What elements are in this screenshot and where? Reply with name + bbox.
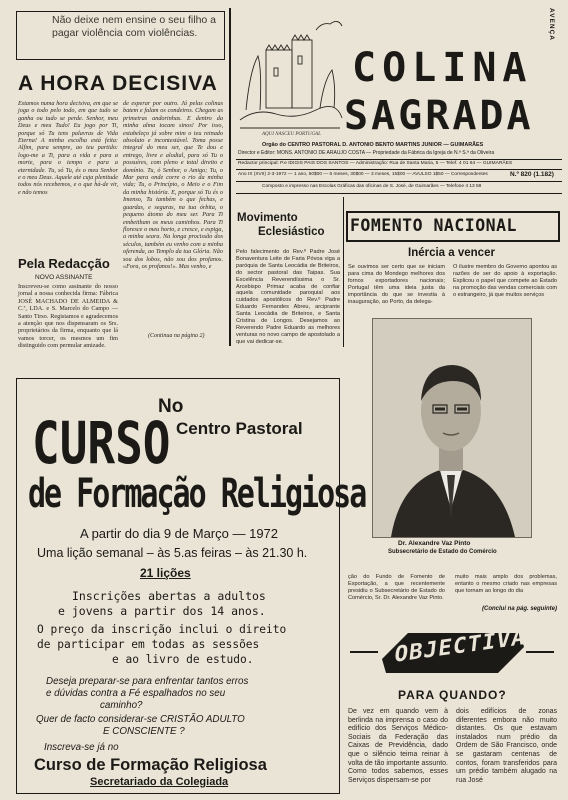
masthead-title-1: COLINA — [352, 45, 533, 91]
curso-preco-1: O preço da inscrição inclui o direito — [37, 623, 287, 636]
movimento-text: Pelo falecimento do Rev.º Padre José Bonaventura Leite de Faria Póvoa viga a paróquia de Santa Leocádia de Briteiros, do sector pastoral das Taipas. Sua Excelência Reverendíssima o Sr. Arcebispo Primaz acaba de confiar aquela comunidade paroquial aos cuidados apostólicos do Rev.º Padre Eduardo Fernandes Abreu, arciprante Santa Leocádia de Briteiros, e Santa Cristina de Longos. Desejamos ao Reverendo Padre Eduardo as melhores venturas no novo campo de apostolado a que vai dedicar-se. — [236, 249, 340, 345]
masthead-rule-1 — [236, 159, 562, 160]
movimento-right-rule — [343, 197, 344, 347]
issue-number: N.º 820 (1.182) — [510, 171, 554, 178]
curso-deseja-3: caminho? — [100, 700, 143, 711]
admin-line: Redactor principal: P.e IDIGIS PAIS DOS SANTOS — Administração: Rua de Santa Maria, 5 — Telef. 4 01 64 — GUIMARÃES — [238, 161, 513, 166]
curso-weekly: Uma lição semanal – às 5.as feiras – às 21.30 h. — [37, 546, 308, 560]
curso-quer-2: E CONSCIENTE ? — [103, 726, 185, 737]
redaccao-subtitle: NOVO ASSINANTE — [35, 274, 93, 281]
curso-inscricoes-2: e jovens a partir dos 14 anos. — [58, 604, 266, 618]
fomento-col2: O ilustre membro do Governo apontou as razões de ser do apoio à exportação. Explicou o papel que compete ao Estado na promoção das vendas comerciais com o estrangeiro, já que muitos serviços — [453, 264, 557, 298]
director-line: Director e Editor: MONS. ANTONIO DE ARAUJO COSTA — Propriedade da Fábrica da Igreja de N.ª S.ª da Oliveira — [238, 150, 495, 156]
fomento-continue: (Conclui na pág. seguinte) — [482, 606, 558, 612]
curso-preco-3: e ao livro de estudo. — [112, 653, 254, 666]
fomento-subtitle: Inércia a vencer — [408, 247, 495, 259]
curso-inscricoes-1: Inscrições abertas a adultos — [72, 589, 266, 603]
curso-inscreva: Inscreva-se já no — [44, 742, 119, 753]
masthead-rule-3 — [236, 181, 562, 182]
photo-caption-name: Dr. Alexandre Vaz Pinto — [398, 540, 471, 547]
masthead-left-rule — [229, 8, 231, 346]
side-text: AVENÇA — [548, 8, 555, 41]
curso-secretariado: Secretariado da Colegiada — [90, 776, 229, 788]
curso-deseja-2: e dúvidas contra a Fé espalhados no seu — [46, 688, 226, 699]
hora-continue: (Continua na página 2) — [148, 333, 205, 339]
redaccao-text: Inscreveu-se como assinante do nosso jornal a nossa conhecida firma: Fábrica JOSÉ MACHADO DE ALMEIDA & C.ª, LDA. e S. Marcelo do Campo — Santo Tirso. Registamos e agradecemos a atenção que nos dispensaram os Srs. proprietários da firma, enquanto que lá vamos torcer, os mesmos um fim distinguido com permular amizade. — [18, 283, 118, 350]
curso-bottom-title: Curso de Formação Religiosa — [34, 756, 267, 774]
hora-title: A HORA DECISIVA — [18, 72, 218, 95]
curso-word: CURSO — [32, 409, 171, 477]
movimento-title-1: Movimento — [237, 212, 298, 224]
printer-line: Composto e impresso nas Escolas Gráficas das oficinas de S. José, de Guimarães — Telefone 4 13 58 — [262, 184, 482, 189]
fomento-col4: muito mais amplo dos problemas, entanto o mesmo criado nas empresas que tornam ao longo do dia — [455, 574, 557, 594]
objectiva-col1: De vez em quando vem à berlinda na imprensa o caso do edifício dos Serviços Médico-Sociais da Federação das Caixas de Previdência, dado que o silêncio teima reinar à volta de tão importante assunto. Como todos sabemos, esses Serviços dispersam-se por — [348, 708, 448, 784]
curso-date: A partir do dia 9 de Março — 1972 — [80, 526, 279, 541]
curso-quer-1: Quer de facto considerar-se CRISTÃO ADULTO — [36, 714, 245, 725]
curso-preco-2: de participar em todas as sessões — [37, 638, 260, 651]
hora-col1: Estamos numa hora decisiva, em que se joga o todo pelo todo, em que tudo se ganha ou tudo se perde. Senhor, meu Deus e meu Tudo! Eu jogo por Ti, porque só Tu tens palavras de Vida Eterna! A minha escolha está feita: Alfim, para sempre, ao teu partido: logo-me a Ti, para a vida e para a morte, para o tempo e para a eternidade. Tu, só Tu, és o meu Senhor e o meu Deus. Aquele até cuja plenitude todos nós recebemos, e o que há-de vir, e não temos — [18, 100, 118, 196]
masthead-drawing — [236, 10, 344, 132]
redaccao-title: Pela Redacção — [18, 256, 110, 271]
top-notice: Não deixe nem ensine o seu filho a pagar violência com violências. — [52, 14, 217, 39]
portrait-photo — [372, 318, 532, 538]
fomento-col3: ção do Fundo de Fomento de Exportação, a que recentemente presidiu o Subsecretário de Estado do Comércio, Sr. Dr. Alexandre Vaz Pinto. — [348, 574, 445, 601]
organ-line: Orgão do CENTRO PASTORAL D. ANTONIO BENTO MARTINS JUNIOR — GUIMARÃES — [262, 142, 484, 148]
fomento-header: FOMENTO NACIONAL — [350, 216, 517, 235]
objectiva-col2: dois edifícios de zonas diferentes embora não muito distantes. Os que estavam instalados num prédio da Ordem de São Francisco, onde se gastaram centenas de contos, foram transferidos para um prédio também alugado na rua José — [456, 708, 557, 784]
hora-col2: de esperar por outro. Já pelas colinas batem e falam os condeiros. Chegam as primeiras andorinhas. E dentro da minha alma tocam sinos! Por isso, estabeleço já sobre mim o teu reinado absoluto e incontestável. Toma posse integral do meu ser, que Te dou e entrego, livre e alodial, para só Tu o possuíres, com pleno e total direito e domínio. Tu, ó Senhor, o Amigo; Tu, o Mar para onde corre o rio da minha vida; Tu, o Princípio, o Meio e o Fim da minha história. E, porque só Tu és o Imenso, Tu também o que fechas, e guardas, e seguras, na tua órbita, o pequeno átomo do meu ser. Para Ti embeitham os meus caminhos. Para Ti floresce o meu horto, e cresce, e espiga, a minha seara. Na longa procissão dos séculos, também eu venho com a minha oferenda, ao Templo da tua Glória. Não sou dos lobos, não sou dos profanos. «Fora, os profanos!». Mas venho, e — [123, 100, 223, 270]
objectiva-logo-text: OBJECTIVA — [393, 625, 528, 668]
curso-lessons: 21 lições — [140, 566, 191, 580]
drawing-caption: AQUI NASCEU PORTUGAL — [262, 132, 321, 137]
curso-centro: Centro Pastoral — [176, 419, 303, 438]
fomento-col1: Se ouvimos ser certo que se iniciam para cima do Mondego melhores dos fornos exportadores nacionais; Portugal têm uma ideia justa da importância do que se investia à inauguração, ao Porto, da delega- — [348, 264, 445, 305]
masthead-title-2: SAGRADA — [344, 93, 534, 139]
curso-formacao: de Formação Religiosa — [28, 470, 366, 518]
curso-no: No — [158, 396, 184, 417]
curso-deseja-1: Deseja preparar-se para enfrentar tantos erros — [46, 676, 249, 687]
issue-line: Ano IX (XVII) 2-3-1972 — 1 ano, 60$00 — 6 meses, 30$00 — 3 meses, 15$00 — AVULSO 1$50 — Correspondentes — [238, 172, 488, 177]
masthead-rule-4 — [236, 193, 562, 194]
masthead-rule-2 — [236, 169, 562, 170]
objectiva-title: PARA QUANDO? — [398, 688, 507, 702]
movimento-title-2: Eclesiástico — [258, 226, 325, 238]
photo-caption-role: Subsecretário de Estado do Comércio — [388, 549, 497, 555]
